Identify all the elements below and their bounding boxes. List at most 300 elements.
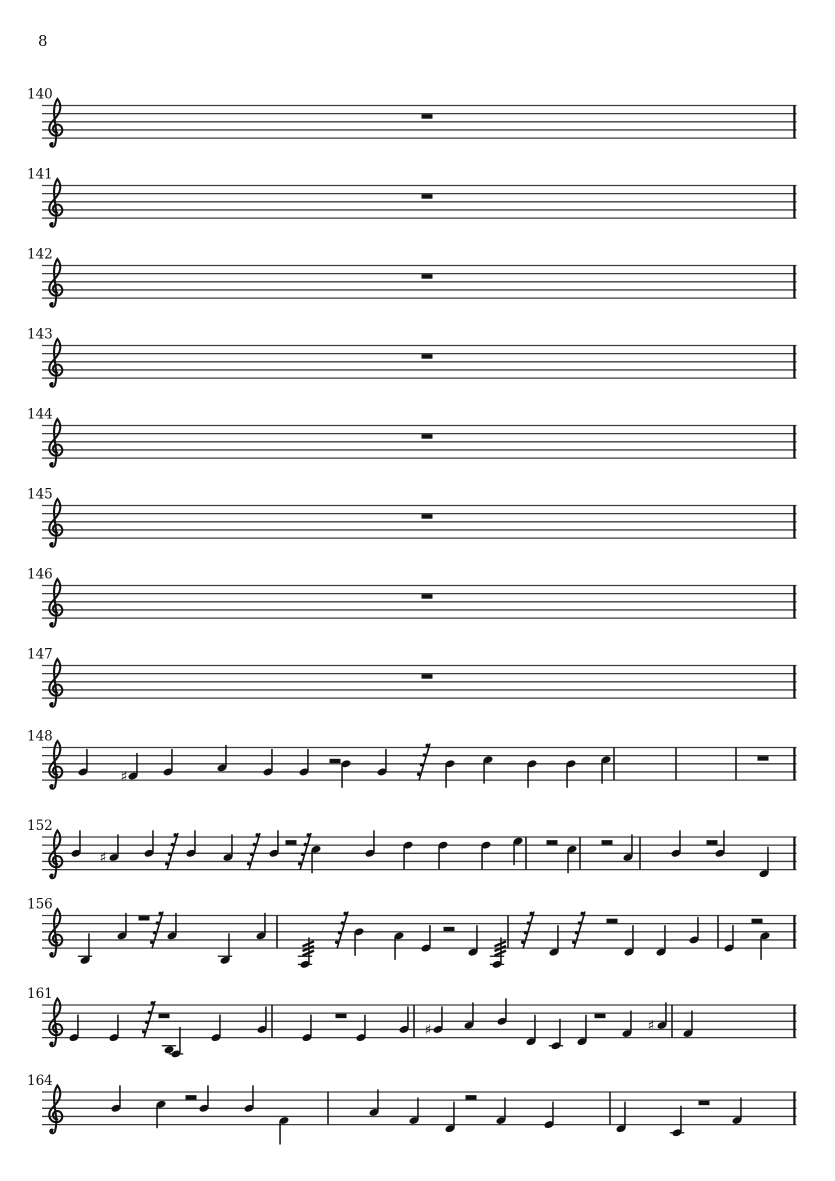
quarter-note — [216, 745, 227, 773]
note-stem — [632, 925, 634, 951]
page-number: 8 — [38, 32, 48, 50]
whole-rest — [422, 674, 433, 678]
final-barline — [793, 106, 795, 139]
note-stem — [171, 749, 173, 771]
final-barline — [793, 1092, 795, 1125]
note-stem — [394, 937, 396, 960]
final-barline — [793, 837, 795, 870]
note-stem — [117, 1015, 119, 1037]
rest-hook — [301, 852, 305, 856]
staff-system — [27, 407, 797, 467]
rest-hook — [423, 753, 427, 757]
note-stem — [194, 830, 196, 852]
note-stem — [566, 765, 568, 788]
treble-clef-ball — [49, 463, 53, 467]
barline — [609, 1092, 611, 1125]
final-barline — [793, 426, 795, 459]
note-stem — [476, 925, 478, 951]
treble-clef-ball — [49, 953, 53, 957]
treble-clef-icon — [49, 339, 62, 387]
note-stem — [341, 765, 343, 788]
ledger-line — [78, 956, 92, 957]
barline — [525, 837, 527, 870]
rest-hook — [255, 833, 259, 837]
note-stem — [310, 1015, 312, 1037]
quarter-note — [670, 1106, 684, 1138]
rest-hook — [527, 921, 531, 925]
note-stem — [740, 1098, 742, 1120]
note-stem — [231, 834, 233, 856]
note-stem — [156, 1105, 158, 1128]
quarter-note — [301, 1015, 312, 1043]
quarter-note — [127, 753, 138, 781]
quarter-note — [298, 749, 309, 777]
quarter-note — [495, 1098, 506, 1126]
note-stem — [680, 1106, 682, 1132]
quarter-note — [467, 925, 478, 957]
treble-clef-icon — [49, 259, 62, 307]
note-stem — [373, 830, 375, 852]
note-stem — [311, 850, 313, 873]
note-stem — [723, 830, 725, 852]
quarter-note — [222, 834, 233, 862]
rest-hook — [306, 833, 310, 837]
treble-clef-icon — [49, 499, 62, 547]
rest-hook — [148, 1011, 152, 1015]
half-rest — [186, 1095, 197, 1099]
staff-system — [27, 897, 797, 970]
measure-number: 143 — [27, 326, 53, 343]
measure-number: 164 — [27, 1073, 53, 1089]
quarter-note — [622, 834, 633, 862]
barline — [413, 1005, 415, 1038]
quarter-note — [108, 1015, 119, 1043]
quarter-note — [682, 1011, 693, 1039]
whole-rest — [336, 1014, 347, 1018]
quarter-note — [496, 998, 507, 1026]
quarter-note — [143, 830, 154, 858]
note-stem — [445, 765, 447, 788]
quarter-note — [656, 1002, 667, 1030]
quarter-note — [353, 927, 364, 956]
treble-clef-ball — [49, 223, 53, 227]
quarter-note — [565, 759, 576, 788]
rest-hook — [298, 862, 302, 866]
staff-system — [27, 818, 797, 878]
measure-number: 147 — [27, 646, 53, 663]
half-rest — [707, 840, 718, 844]
whole-rest — [758, 756, 769, 760]
quarter-note — [376, 749, 387, 777]
quarter-note — [185, 830, 196, 858]
quarter-note — [623, 925, 634, 957]
note-stem — [453, 1102, 455, 1128]
note-stem — [534, 1015, 536, 1041]
rest-stem — [249, 833, 260, 870]
quarter-note — [70, 830, 81, 858]
quarter-note — [543, 1102, 554, 1130]
rest-hook — [575, 931, 579, 935]
quarter-note — [758, 847, 769, 879]
note-stem — [505, 998, 507, 1020]
note-stem — [354, 933, 356, 956]
final-barline — [793, 346, 795, 379]
rest-hook — [343, 912, 347, 916]
treble-clef-icon — [49, 419, 62, 467]
quarter-note — [548, 925, 559, 957]
quarter-note — [268, 830, 279, 858]
rest-stem — [337, 912, 348, 949]
quarter-note — [108, 834, 119, 862]
measure-number: 148 — [27, 728, 53, 745]
treble-clef-icon — [49, 741, 62, 789]
rest-hook — [338, 931, 342, 935]
measure-number: 141 — [27, 166, 53, 183]
sixty-fourth-rest — [150, 912, 163, 949]
quarter-note — [364, 830, 375, 858]
note-stem — [79, 830, 81, 852]
staff-system — [27, 167, 797, 227]
treble-clef-ball — [49, 543, 53, 547]
half-rest — [286, 840, 297, 844]
whole-rest — [422, 194, 433, 198]
rest-hook — [341, 921, 345, 925]
rest-hook — [578, 921, 582, 925]
rest-hook — [142, 1030, 146, 1034]
note-stem — [630, 1011, 632, 1033]
sixty-fourth-rest — [521, 912, 534, 949]
note-stem — [631, 834, 633, 856]
rest-hook — [168, 852, 172, 856]
quarter-note — [310, 845, 321, 874]
staff-system — [27, 87, 797, 147]
quarter-note — [408, 1098, 419, 1126]
rest-hook — [304, 843, 308, 847]
note-stem — [760, 937, 762, 960]
sixty-fourth-rest — [165, 833, 178, 870]
rest-hook — [417, 772, 421, 776]
rest-hook — [572, 940, 576, 944]
final-barline — [793, 666, 795, 699]
barline — [717, 916, 719, 949]
whole-rest — [139, 916, 150, 920]
treble-clef-icon — [49, 579, 62, 627]
quarter-note — [490, 937, 506, 969]
note-stem — [585, 1015, 587, 1041]
final-barline — [793, 266, 795, 299]
measure-number: 152 — [27, 818, 53, 834]
treble-clef-ball — [49, 785, 53, 789]
sharp-accidental: ♯ — [647, 1018, 655, 1035]
note-stem — [125, 913, 127, 935]
note-stem — [175, 913, 177, 935]
quarter-note — [218, 933, 232, 965]
rest-hook — [335, 940, 339, 944]
quarter-note — [759, 931, 770, 960]
sixty-fourth-rest — [417, 744, 430, 781]
barline — [613, 748, 615, 781]
quarter-note — [355, 1015, 366, 1043]
sixty-fourth-rest — [247, 833, 260, 870]
quarter-note — [670, 830, 681, 858]
note-stem — [767, 847, 769, 873]
note-stem — [527, 765, 529, 788]
ledger-line — [218, 956, 232, 957]
measure-number: 140 — [27, 86, 53, 103]
note-stem — [557, 925, 559, 951]
note-stem — [307, 749, 309, 771]
note-stem — [279, 1122, 281, 1145]
note-stem — [136, 753, 138, 775]
final-barline — [793, 586, 795, 619]
barline — [675, 748, 677, 781]
quarter-note — [480, 841, 491, 870]
final-barline — [793, 916, 795, 949]
rest-hook — [171, 843, 175, 847]
staff-system — [27, 1073, 797, 1145]
staff-system — [27, 327, 797, 387]
note-stem — [277, 830, 279, 852]
quarter-note — [155, 1100, 166, 1129]
rest-hook — [524, 931, 528, 935]
measure-number: 161 — [27, 986, 53, 1002]
note-stem — [252, 1085, 254, 1107]
note-stem — [377, 1089, 379, 1111]
quarter-note — [243, 1085, 254, 1113]
quarter-note — [549, 1019, 563, 1051]
rest-hook — [165, 862, 169, 866]
note-stem — [117, 834, 119, 856]
rest-hook — [250, 852, 254, 856]
rest-hook — [529, 912, 533, 916]
treble-clef-ball — [49, 623, 53, 627]
sharp-accidental: ♯ — [424, 1022, 432, 1039]
rest-hook — [425, 744, 429, 748]
quarter-note — [432, 1006, 443, 1034]
quarter-note — [444, 759, 455, 788]
quarter-note — [116, 913, 127, 941]
barline — [327, 1092, 329, 1125]
rest-stem — [523, 912, 534, 949]
treble-clef-ball — [49, 1042, 53, 1046]
note-stem — [152, 830, 154, 852]
quarter-note — [621, 1011, 632, 1039]
quarter-note — [169, 1027, 183, 1059]
final-barline — [793, 1005, 795, 1038]
note-stem — [228, 933, 230, 959]
treble-clef-icon — [49, 659, 62, 707]
treble-clef-ball — [49, 303, 53, 307]
quarter-note — [615, 1102, 626, 1134]
treble-clef-icon — [49, 909, 62, 957]
quarter-note — [482, 755, 493, 784]
rest-stem — [152, 912, 163, 949]
note-stem — [308, 937, 310, 963]
rest-hook — [150, 1001, 154, 1005]
quarter-note — [78, 933, 92, 965]
measure-number: 145 — [27, 486, 53, 503]
quarter-note — [576, 1015, 587, 1047]
measure-number: 144 — [27, 406, 53, 423]
quarter-note — [655, 925, 666, 957]
quarter-note — [110, 1085, 121, 1113]
quarter-note — [210, 1015, 221, 1043]
note-stem — [441, 1006, 443, 1028]
sixty-fourth-rest — [142, 1001, 155, 1038]
rest-hook — [150, 940, 154, 944]
ledger-line — [162, 1045, 176, 1046]
rest-stem — [574, 912, 585, 949]
rest-hook — [521, 940, 525, 944]
whole-rest — [699, 1101, 710, 1105]
barline — [276, 916, 278, 949]
note-stem — [567, 850, 569, 873]
quarter-note — [525, 1015, 536, 1047]
note-stem — [483, 761, 485, 784]
staff-system — [27, 729, 797, 789]
note-stem — [691, 1011, 693, 1033]
note-stem — [500, 937, 502, 963]
sixty-fourth-rest — [572, 912, 585, 949]
rest-stem — [300, 833, 311, 870]
note-stem — [417, 1098, 419, 1120]
rest-hook — [253, 843, 257, 847]
rest-stem — [419, 744, 430, 781]
treble-clef-icon — [49, 1086, 62, 1134]
quarter-note — [402, 841, 413, 870]
quarter-note — [512, 836, 523, 865]
note-stem — [429, 925, 431, 947]
note-stem — [271, 749, 273, 771]
note-stem — [77, 1015, 79, 1037]
note-stem — [264, 913, 266, 935]
half-rest — [466, 1095, 477, 1099]
note-stem — [664, 925, 666, 951]
rest-hook — [420, 763, 424, 767]
barline — [507, 916, 509, 949]
whole-rest — [595, 1014, 606, 1018]
staff-system — [27, 247, 797, 307]
rest-hook — [156, 921, 160, 925]
note-stem — [265, 1006, 267, 1028]
treble-clef-ball — [49, 703, 53, 707]
barline — [579, 837, 581, 870]
half-rest — [602, 840, 613, 844]
rest-hook — [247, 862, 251, 866]
note-stem — [88, 933, 90, 959]
treble-clef-ball — [49, 383, 53, 387]
half-rest — [752, 919, 763, 923]
note-stem — [364, 1015, 366, 1037]
sharp-accidental: ♯ — [120, 768, 128, 785]
note-stem — [504, 1098, 506, 1120]
quarter-note — [437, 841, 448, 870]
whole-rest — [422, 274, 433, 278]
whole-rest — [159, 1014, 170, 1018]
sixty-fourth-rest — [298, 833, 311, 870]
half-rest — [330, 759, 341, 763]
staff-system — [27, 647, 797, 707]
rest-hook — [173, 833, 177, 837]
quarter-note — [298, 937, 314, 969]
quarter-note — [444, 1102, 455, 1134]
note-stem — [513, 842, 515, 865]
rest-hook — [580, 912, 584, 916]
note-stem — [472, 1002, 474, 1024]
quarter-note — [368, 1089, 379, 1117]
treble-clef-icon — [49, 179, 62, 227]
quarter-note — [68, 1015, 79, 1043]
note-stem — [407, 1006, 409, 1028]
staff-system — [27, 487, 797, 547]
rest-hook — [158, 912, 162, 916]
final-barline — [793, 186, 795, 219]
treble-clef-ball — [49, 1129, 53, 1133]
quarter-note — [198, 1085, 209, 1113]
quarter-note — [723, 925, 734, 953]
note-stem — [179, 1027, 181, 1053]
barline — [671, 1005, 673, 1038]
half-rest — [444, 927, 455, 931]
quarter-note — [340, 759, 351, 788]
note-stem — [481, 846, 483, 869]
whole-rest — [422, 114, 433, 118]
quarter-note — [255, 913, 266, 941]
note-stem — [624, 1102, 626, 1128]
note-stem — [552, 1102, 554, 1124]
quarter-note — [398, 1006, 409, 1034]
sixty-fourth-rest — [335, 912, 348, 949]
note-stem — [225, 745, 227, 767]
barline — [735, 748, 737, 781]
treble-clef-icon — [49, 99, 62, 147]
quarter-note — [463, 1002, 474, 1030]
quarter-note — [256, 1006, 267, 1034]
quarter-note — [600, 755, 611, 784]
note-stem — [385, 749, 387, 771]
sharp-accidental: ♯ — [99, 850, 107, 867]
whole-rest — [422, 594, 433, 598]
note-stem — [665, 1002, 667, 1024]
note-stem — [86, 749, 88, 771]
note-stem — [438, 846, 440, 869]
quarter-note — [420, 925, 431, 953]
barline — [639, 837, 641, 870]
half-rest — [547, 840, 558, 844]
measure-number: 156 — [27, 896, 53, 913]
quarter-note — [688, 917, 699, 945]
quarter-note — [393, 931, 404, 960]
quarter-note — [166, 913, 177, 941]
treble-clef-ball — [49, 143, 53, 147]
barline — [271, 1005, 273, 1038]
final-barline — [793, 748, 795, 781]
quarter-note — [731, 1098, 742, 1126]
treble-clef-icon — [49, 831, 62, 879]
quarter-note — [566, 845, 577, 874]
note-stem — [219, 1015, 221, 1037]
quarter-note — [526, 759, 537, 788]
note-stem — [697, 917, 699, 939]
rest-hook — [153, 931, 157, 935]
measure-number: 142 — [27, 246, 53, 263]
note-stem — [601, 761, 603, 784]
half-rest — [607, 919, 618, 923]
rest-stem — [144, 1001, 155, 1038]
final-barline — [793, 506, 795, 539]
whole-rest — [422, 354, 433, 358]
note-stem — [207, 1085, 209, 1107]
